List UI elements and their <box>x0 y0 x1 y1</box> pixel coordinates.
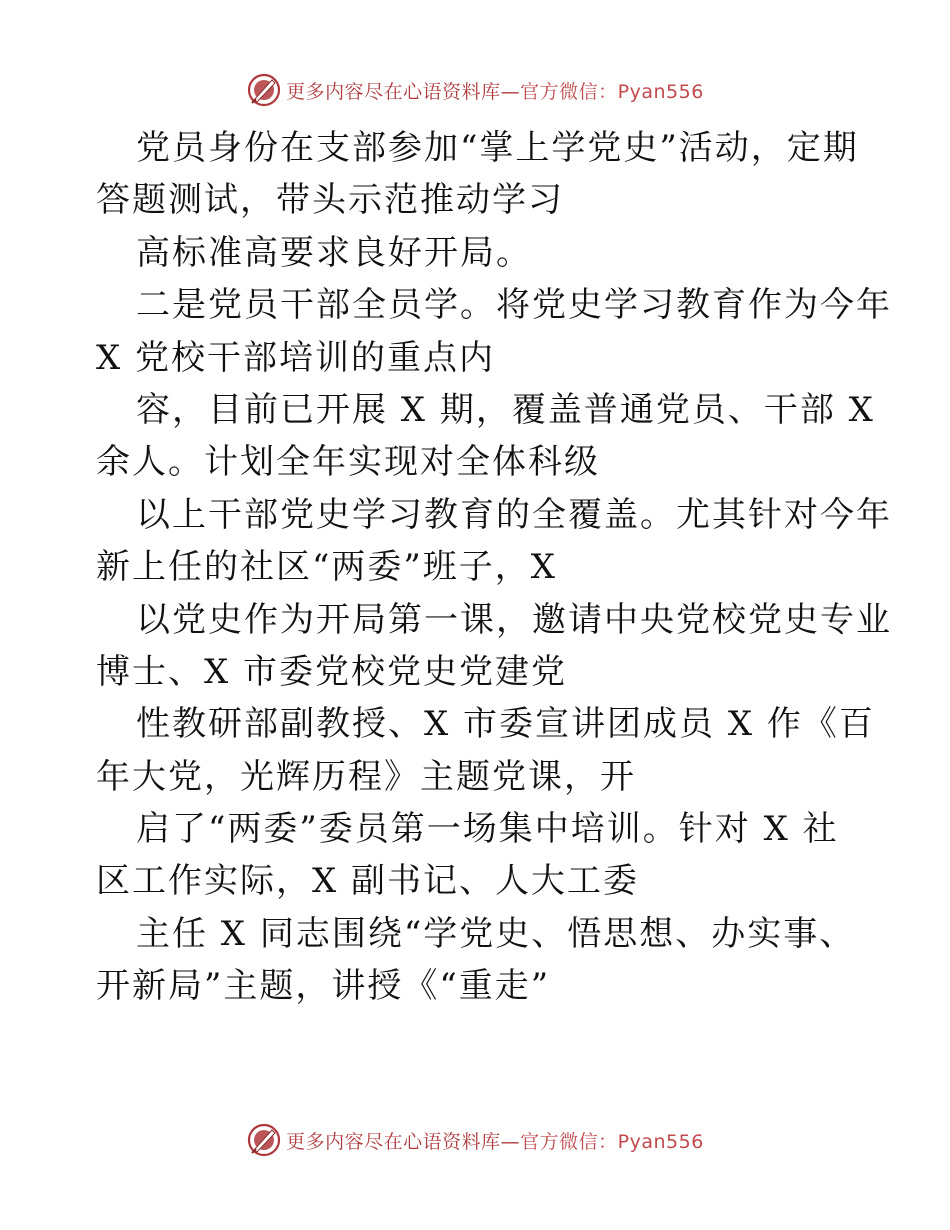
watermark-contact: 官方微信：Pyan556 <box>520 80 704 103</box>
body-line: 启了“两委”委员第一场集中培训。针对 X 社 <box>136 809 839 850</box>
watermark-brand: 更多内容尽在心语资料库 <box>286 80 501 103</box>
body-line: 性教研部副教授、X 市委宣讲团成员 X 作《百 <box>136 704 875 745</box>
body-line: 以上干部党史学习教育的全覆盖。尤其针对今年 <box>136 494 892 535</box>
watermark-text <box>286 1127 704 1154</box>
watermark-separator: — <box>500 80 521 103</box>
feather-pen-seal-icon <box>246 1122 282 1158</box>
body-line: 党员身份在支部参加“掌上学党史”活动，定期 <box>136 128 859 168</box>
watermark-text <box>286 77 704 104</box>
feather-pen-seal-icon <box>246 72 282 108</box>
body-line: X 党校干部培训的重点内 <box>96 337 496 378</box>
body-line: 开新局”主题，讲授《“重走” <box>96 966 551 1007</box>
body-line: 二是党员干部全员学。将党史学习教育作为今年 <box>136 285 892 326</box>
body-line: 容，目前已开展 X 期，覆盖普通党员、干部 X <box>136 389 875 430</box>
body-line: 博士、X 市委党校党史党建党 <box>96 651 568 692</box>
watermark-brand: 更多内容尽在心语资料库 <box>286 1130 501 1153</box>
body-line: 年大党，光辉历程》主题党课，开 <box>96 756 636 797</box>
body-text <box>96 122 892 1013</box>
body-line: 余人。计划全年实现对全体科级 <box>96 442 600 483</box>
body-line: 答题测试，带头示范推动学习 <box>96 180 564 221</box>
body-line: 以党史作为开局第一课，邀请中央党校党史专业 <box>136 599 892 640</box>
footer-watermark <box>0 1120 950 1160</box>
body-line: 新上任的社区“两委”班子，X <box>96 547 557 588</box>
watermark-separator: — <box>500 1130 521 1153</box>
body-line: 主任 X 同志围绕“学党史、悟思想、办实事、 <box>136 913 856 954</box>
watermark-contact: 官方微信：Pyan556 <box>520 1130 704 1153</box>
body-line: 区工作实际，X 副书记、人大工委 <box>96 861 640 902</box>
body-line: 高标准高要求良好开局。 <box>136 232 532 273</box>
header-watermark <box>0 70 950 110</box>
